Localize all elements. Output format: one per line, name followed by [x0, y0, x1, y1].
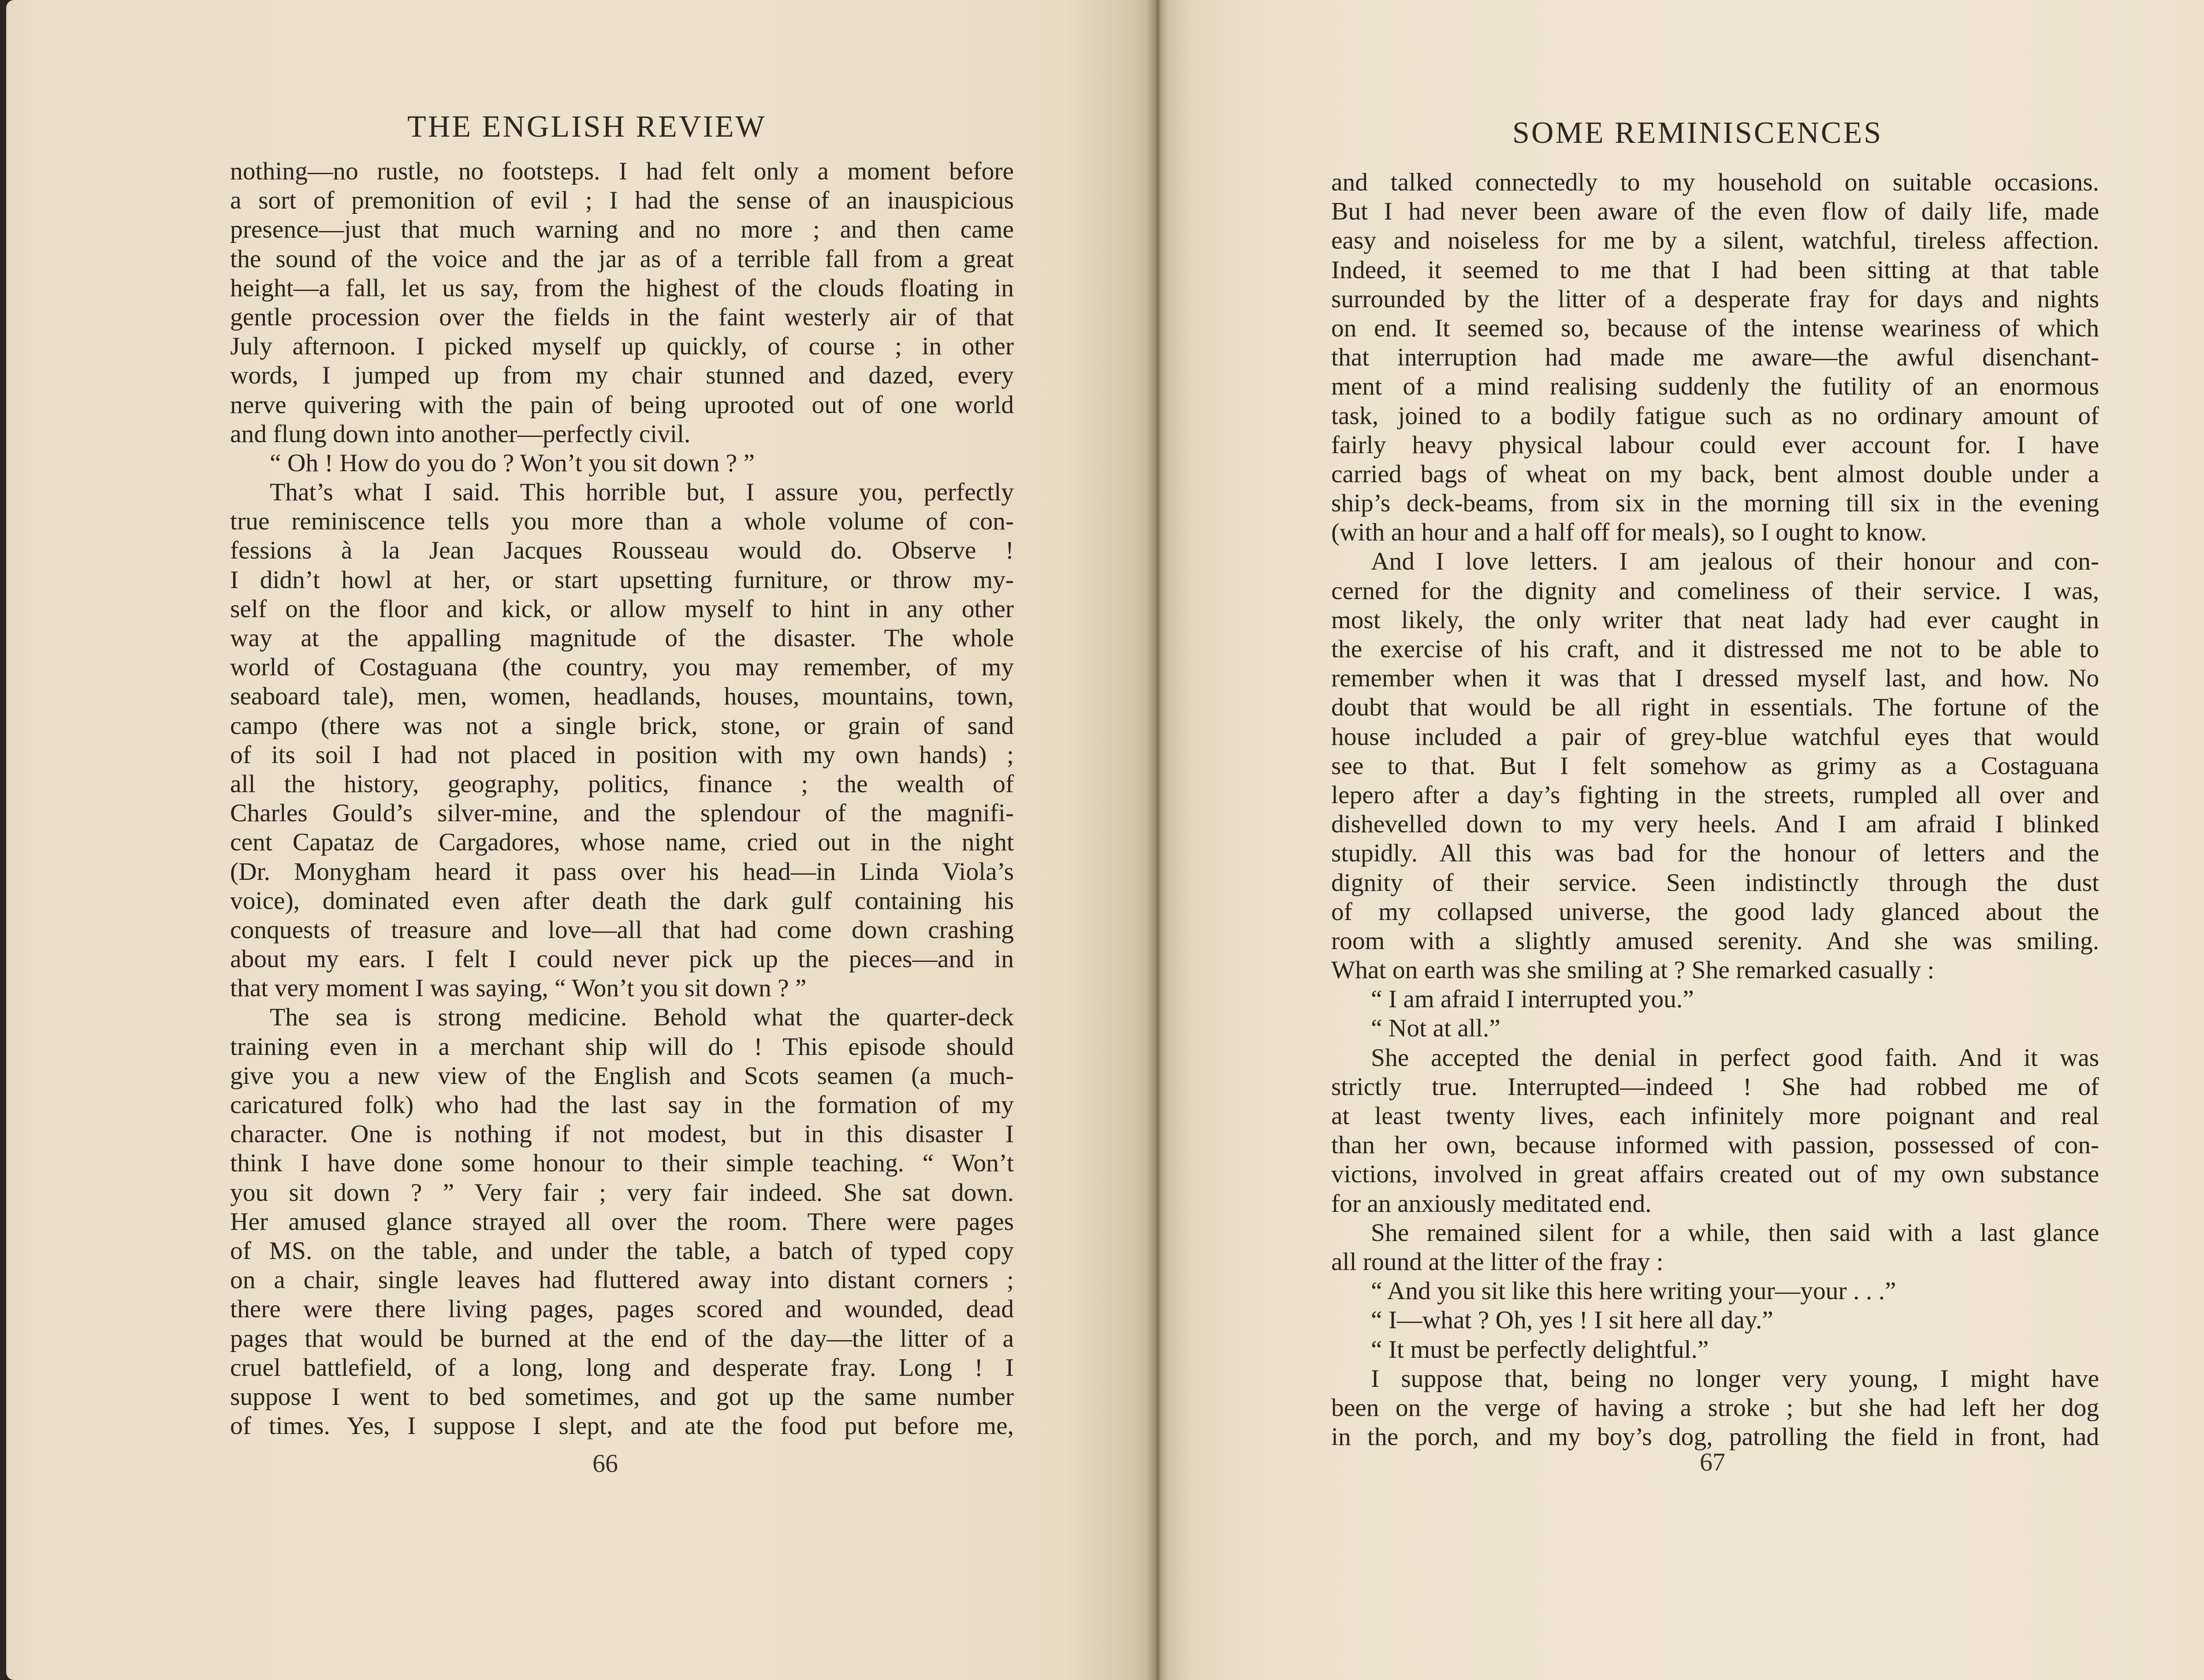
text-line: campo (there was not a single brick, stone, or grain of sand	[230, 711, 1014, 740]
text-line: “ Oh ! How do you do ? Won’t you sit down ? ”	[270, 449, 755, 477]
text-line: of its soil I had not placed in position with my own hands) ;	[230, 741, 1014, 769]
text-line: ment of a mind realising suddenly the futility of an enormous	[1331, 373, 2099, 401]
text-line: most likely, the only writer that neat lady had ever caught in	[1331, 606, 2099, 634]
text-line: Indeed, it seemed to me that I had been sitting at that table	[1331, 256, 2099, 284]
text-line: self on the floor and kick, or allow myself to hint in any other	[230, 595, 1014, 623]
text-line: Her amused glance strayed all over the room. There were pages	[230, 1207, 1014, 1236]
text-line: What on earth was she smiling at ? She remarked casually :	[1331, 956, 1935, 984]
text-line: The sea is strong medicine. Behold what the quarter-deck	[270, 1003, 1014, 1032]
text-line: and talked connectedly to my household on suitable occasions.	[1331, 168, 2099, 196]
text-line: training even in a merchant ship will do ! This episode should	[230, 1032, 1014, 1061]
text-line: world of Costaguana (the country, you may remember, of my	[230, 653, 1014, 682]
text-line: (Dr. Monygham heard it pass over his head—in Linda Viola’s	[230, 857, 1014, 886]
text-line: on end. It seemed so, because of the intense weariness of which	[1331, 314, 2099, 342]
text-line: all the history, geography, politics, finance ; the wealth of	[230, 770, 1014, 798]
text-line: fairly heavy physical labour could ever account for. I have	[1331, 431, 2099, 459]
text-line: I didn’t howl at her, or start upsetting furniture, or throw my-	[230, 566, 1014, 594]
text-line: a sort of premonition of evil ; I had the sense of an inauspicious	[230, 186, 1014, 215]
text-line: July afternoon. I picked myself up quickly, of course ; in other	[230, 332, 1014, 361]
text-line: cent Capataz de Cargadores, whose name, cried out in the night	[230, 828, 1014, 857]
text-line: gentle procession over the fields in the faint westerly air of that	[230, 303, 1014, 331]
text-line: And I love letters. I am jealous of their honour and con-	[1371, 548, 2099, 576]
page-number-right: 67	[1700, 1448, 1725, 1476]
running-head-right: SOME REMINISCENCES	[1512, 116, 1883, 150]
text-line: strictly true. Interrupted—indeed ! She had robbed me of	[1331, 1073, 2099, 1101]
text-line: carried bags of wheat on my back, bent almost double under a	[1331, 460, 2099, 488]
text-line: there were there living pages, pages scored and wounded, dead	[230, 1295, 1014, 1323]
text-line: surrounded by the litter of a desperate fray for days and nights	[1331, 285, 2099, 313]
text-line: the exercise of his craft, and it distressed me not to be able to	[1331, 635, 2099, 663]
text-line: than her own, because informed with passion, possessed of con-	[1331, 1131, 2099, 1159]
text-line: caricatured folk) who had the last say in the formation of my	[230, 1091, 1014, 1119]
text-line: character. One is nothing if not modest, but in this disaster I	[230, 1120, 1014, 1148]
text-line: way at the appalling magnitude of the disaster. The whole	[230, 624, 1014, 652]
text-line: victions, involved in great affairs created out of my own substance	[1331, 1160, 2099, 1188]
right-page-text	[1331, 168, 2099, 1452]
text-line: cruel battlefield, of a long, long and desperate fray. Long ! I	[230, 1353, 1014, 1382]
text-line: “ It must be perfectly delightful.”	[1371, 1335, 1709, 1363]
text-line: for an anxiously meditated end.	[1331, 1189, 1652, 1218]
text-line: at least twenty lives, each infinitely more poignant and real	[1331, 1102, 2099, 1130]
text-line: the sound of the voice and the jar as of a terrible fall from a great	[230, 245, 1014, 273]
text-line: of MS. on the table, and under the table, a batch of typed copy	[230, 1237, 1014, 1265]
text-line: “ I—what ? Oh, yes ! I sit here all day.”	[1371, 1306, 1773, 1334]
text-line: cerned for the dignity and comeliness of their service. I was,	[1331, 577, 2099, 605]
text-line: ship’s deck-beams, from six in the morning till six in the evening	[1331, 489, 2099, 518]
running-head-left: THE ENGLISH REVIEW	[407, 110, 767, 144]
text-line: house included a pair of grey-blue watchful eyes that would	[1331, 723, 2099, 751]
text-line: about my ears. I felt I could never pick up the pieces—and in	[230, 945, 1014, 973]
text-line: She accepted the denial in perfect good faith. And it was	[1371, 1043, 2099, 1072]
left-page-text	[230, 157, 1014, 1441]
text-line: stupidly. All this was bad for the honour of letters and the	[1331, 839, 2099, 868]
text-line: in the porch, and my boy’s dog, patrolling the field in front, had	[1331, 1423, 2099, 1451]
text-line: remember when it was that I dressed myself last, and how. No	[1331, 664, 2099, 693]
page-number-left: 66	[592, 1449, 618, 1478]
text-line: that very moment I was saying, “ Won’t you sit down ? ”	[230, 974, 807, 1002]
text-line: on a chair, single leaves had fluttered away into distant corners ;	[230, 1266, 1014, 1294]
text-line: nerve quivering with the pain of being uprooted out of one world	[230, 391, 1014, 419]
text-line: presence—just that much warning and no more ; and then came	[230, 216, 1014, 244]
text-line: (with an hour and a half off for meals), so I ought to know.	[1331, 518, 1927, 547]
text-line: “ Not at all.”	[1371, 1014, 1500, 1043]
text-line: easy and noiseless for me by a silent, watchful, tireless affection.	[1331, 227, 2099, 255]
right-page	[1158, 0, 2204, 1680]
text-line: of times. Yes, I suppose I slept, and ate the food put before me,	[230, 1412, 1014, 1440]
text-line: all round at the litter of the fray :	[1331, 1248, 1664, 1276]
text-line: and flung down into another—perfectly civil.	[230, 420, 691, 448]
text-line: seaboard tale), men, women, headlands, houses, mountains, town,	[230, 682, 1014, 711]
text-line: dishevelled down to my very heels. And I am afraid I blinked	[1331, 810, 2099, 838]
text-line: words, I jumped up from my chair stunned and dazed, every	[230, 361, 1014, 390]
text-line: “ And you sit like this here writing your—your . . .”	[1371, 1277, 1896, 1305]
text-line: give you a new view of the English and Scots seamen (a much-	[230, 1062, 1014, 1090]
text-line: “ I am afraid I interrupted you.”	[1371, 985, 1694, 1013]
text-line: task, joined to a bodily fatigue such as no ordinary amount of	[1331, 402, 2099, 430]
text-line: room with a slightly amused serenity. And she was smiling.	[1331, 927, 2099, 955]
text-line: think I have done some honour to their simple teaching. “ Won’t	[230, 1149, 1014, 1177]
text-line: see to that. But I felt somehow as grimy as a Costaguana	[1331, 752, 2099, 780]
text-line: height—a fall, let us say, from the highest of the clouds floating in	[230, 274, 1014, 302]
text-line: been on the verge of having a stroke ; but she had left her dog	[1331, 1393, 2099, 1422]
text-line: She remained silent for a while, then said with a last glance	[1371, 1218, 2099, 1247]
text-line: pages that would be burned at the end of the day—the litter of a	[230, 1324, 1014, 1352]
text-line: you sit down ? ” Very fair ; very fair indeed. She sat down.	[230, 1178, 1014, 1207]
text-line: That’s what I said. This horrible but, I assure you, perfectly	[270, 478, 1014, 507]
text-line: fessions à la Jean Jacques Rousseau would do. Observe !	[230, 536, 1014, 565]
text-line: doubt that would be all right in essentials. The fortune of the	[1331, 693, 2099, 722]
text-line: dignity of their service. Seen indistinctly through the dust	[1331, 868, 2099, 897]
text-line: of my collapsed universe, the good lady glanced about the	[1331, 898, 2099, 926]
text-line: voice), dominated even after death the dark gulf containing his	[230, 887, 1014, 915]
book-gutter	[1146, 0, 1168, 1680]
text-line: suppose I went to bed sometimes, and got up the same number	[230, 1382, 1014, 1411]
text-line: But I had never been aware of the even flow of daily life, made	[1331, 197, 2099, 226]
text-line: conquests of treasure and love—all that had come down crashing	[230, 916, 1014, 944]
text-line: I suppose that, being no longer very young, I might have	[1371, 1364, 2099, 1393]
text-line: lepero after a day’s fighting in the streets, rumpled all over and	[1331, 781, 2099, 809]
text-line: nothing—no rustle, no footsteps. I had felt only a moment before	[230, 157, 1014, 185]
left-page	[6, 0, 1158, 1680]
text-line: Charles Gould’s silver-mine, and the splendour of the magnifi-	[230, 799, 1014, 827]
text-line: that interruption had made me aware—the awful disenchant-	[1331, 343, 2099, 372]
text-line: true reminiscence tells you more than a whole volume of con-	[230, 507, 1014, 536]
